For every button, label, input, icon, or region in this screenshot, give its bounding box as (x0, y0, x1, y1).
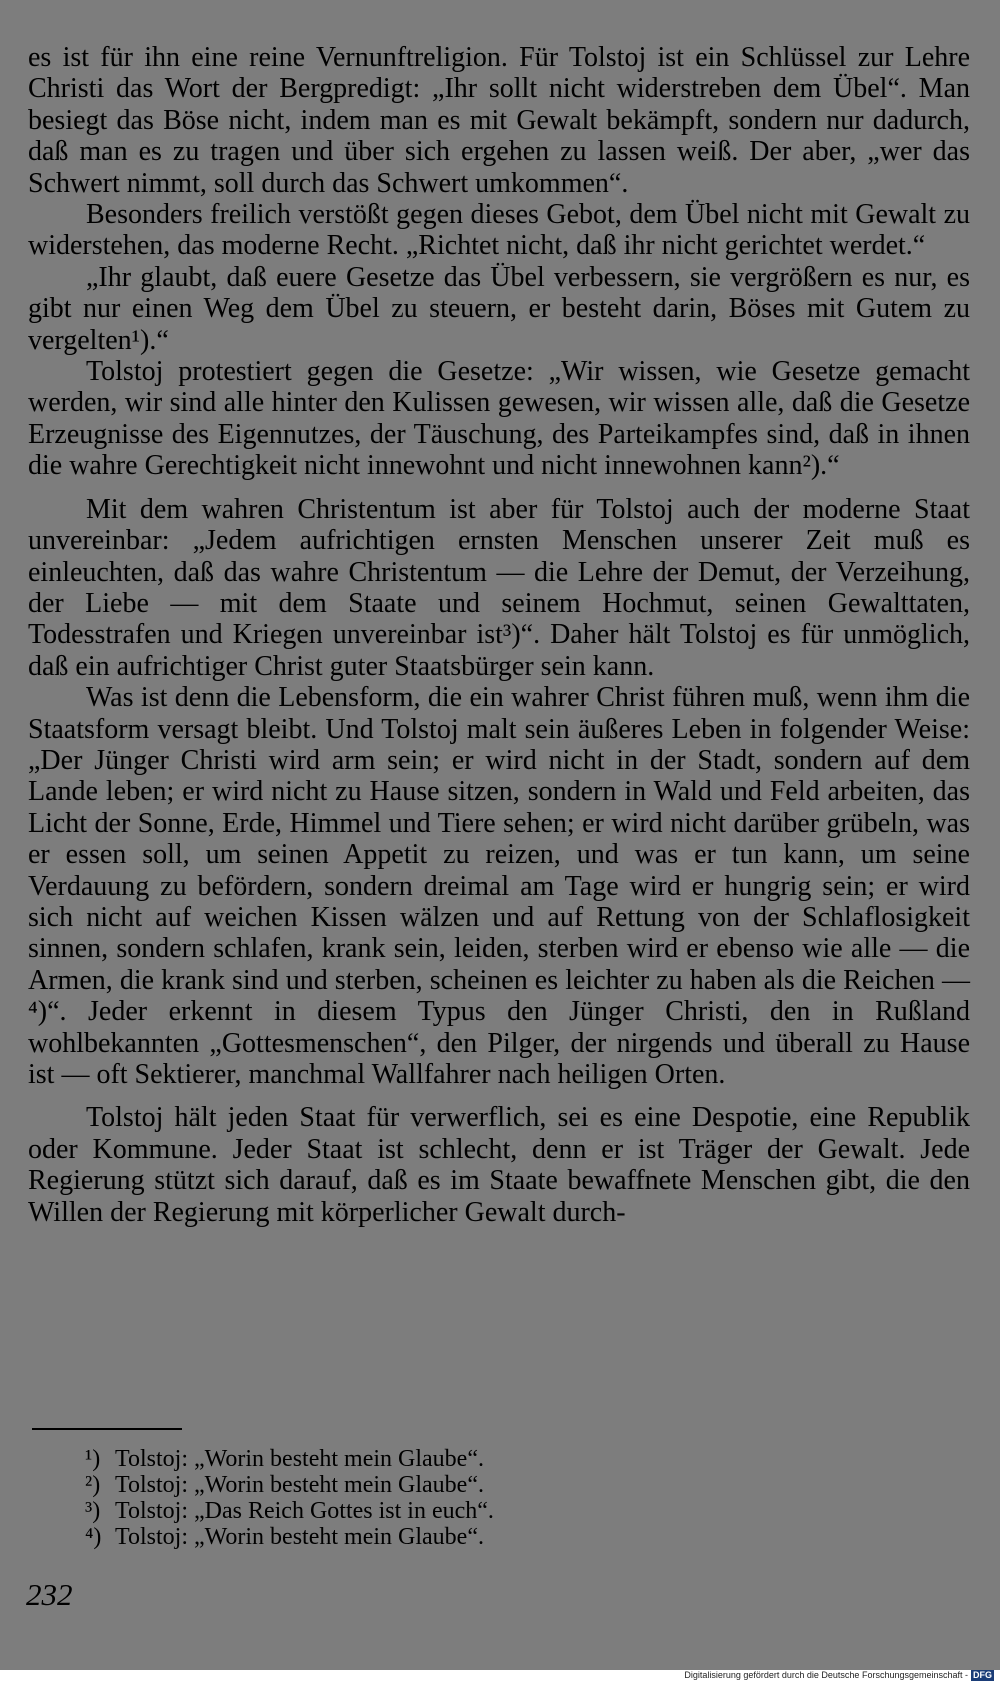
paragraph-4: Tolstoj protestiert gegen die Gesetze: „Wir wissen, wie Gesetze gemacht werden, wir sind alle hinter den Kulissen gewesen, wir wissen alle, daß die Gesetze Erzeugnisse des Eigennutzes, der Täuschung, des Parteikampfes sind, daß in ihnen die wahre Gerechtigkeit nicht innewohnt und nicht innewohnen kann²).“ (28, 356, 970, 482)
footnote-marker: ⁴) (85, 1524, 102, 1550)
footnote-3 (85, 1498, 785, 1524)
footnotes (85, 1446, 785, 1550)
paragraph-6: Was ist denn die Lebensform, die ein wahrer Christ führen muß, wenn ihm die Staatsform versagt bleibt. Und Tolstoj malt sein äußeres Leben in folgender Weise: „Der Jünger Christi wird arm sein; er wird nicht in der Stadt, sondern auf dem Lande leben; er wird nicht zu Hause sitzen, sondern in Wald und Feld arbeiten, das Licht der Sonne, Erde, Himmel und Tiere sehen; er wird nicht darüber grübeln, was er essen soll, um seinen Appetit zu reizen, und was er tun kann, um seine Verdauung zu befördern, sondern dreimal am Tage wird er hungrig sein; er wird sich nicht auf weichen Kissen wälzen und auf Rettung von der Schlaflosigkeit sinnen, sondern schlafen, krank sein, leiden, sterben wird er ebenso wie alle — die Armen, die krank sind und sterben, scheinen es leichter zu haben als die Reichen —⁴)“. Jeder erkennt in diesem Typus den Jünger Christi, den in Rußland wohlbekannten „Gottesmenschen“, den Pilger, der nirgends und überall zu Hause ist — oft Sektierer, manchmal Wallfahrer nach heiligen Orten. (28, 682, 970, 1090)
footnote-text: Tolstoj: „Worin besteht mein Glaube“. (115, 1524, 484, 1550)
footnote-1 (85, 1446, 785, 1472)
footnote-marker: ³) (85, 1498, 101, 1524)
paragraph-3-quote: „Ihr glaubt, daß euere Gesetze das Übel verbessern, sie vergrößern es nur, es gibt nur einen Weg dem Übel zu steuern, er besteht darin, Böses mit Gutem zu vergelten¹).“ (28, 261, 970, 356)
body-text (28, 42, 970, 1228)
footnote-divider (32, 1428, 182, 1430)
digitization-credit (684, 1670, 994, 1681)
footnote-marker: ²) (85, 1472, 101, 1498)
dfg-logo: DFG (973, 1670, 992, 1680)
paragraph-2: Besonders freilich verstößt gegen dieses Gebot, dem Übel nicht mit Gewalt zu widerstehen, das moderne Recht. „Richtet nicht, daß ihr nicht gerichtet werdet.“ (28, 199, 970, 262)
footnote-4 (85, 1524, 785, 1550)
paragraph-1: es ist für ihn eine reine Vernunftreligion. Für Tolstoj ist ein Schlüssel zur Lehre Christi das Wort der Bergpredigt: „Ihr sollt nicht widerstreben dem Übel“. Man besiegt das Böse nicht, indem man es mit Gewalt bekämpft, sondern nur dadurch, daß man es zu tragen und über sich ergehen zu lassen weiß. Der aber, „wer das Schwert nimmt, soll durch das Schwert umkommen“. (28, 42, 970, 199)
footnote-text: Tolstoj: „Worin besteht mein Glaube“. (115, 1472, 484, 1498)
page-number: 232 (26, 1577, 73, 1612)
credit-text: Digitalisierung gefördert durch die Deutsche Forschungsgemeinschaft - (684, 1670, 968, 1680)
paragraph-7: Tolstoj hält jeden Staat für verwerflich, sei es eine Despotie, eine Republik oder Kommune. Jeder Staat ist schlecht, denn er ist Träger der Gewalt. Jede Regierung stützt sich darauf, daß es im Staate bewaffnete Menschen gibt, die den Willen der Regierung mit körperlicher Gewalt durch- (28, 1102, 970, 1228)
paragraph-5: Mit dem wahren Christentum ist aber für Tolstoj auch der moderne Staat unvereinbar: „Jedem aufrichtigen ernsten Menschen unserer Zeit muß es einleuchten, daß das wahre Christentum — die Lehre der Demut, der Verzeihung, der Liebe — mit dem Staate und seinem Hochmut, seinen Gewalttaten, Todesstrafen und Kriegen unvereinbar ist³)“. Daher hält Tolstoj es für unmöglich, daß ein aufrichtiger Christ guter Staatsbürger sein kann. (28, 493, 970, 682)
footnote-text: Tolstoj: „Worin besteht mein Glaube“. (115, 1446, 484, 1472)
footnote-marker: ¹) (85, 1446, 101, 1472)
footnote-text: Tolstoj: „Das Reich Gottes ist in euch“. (115, 1498, 494, 1524)
footnote-2 (85, 1472, 785, 1498)
